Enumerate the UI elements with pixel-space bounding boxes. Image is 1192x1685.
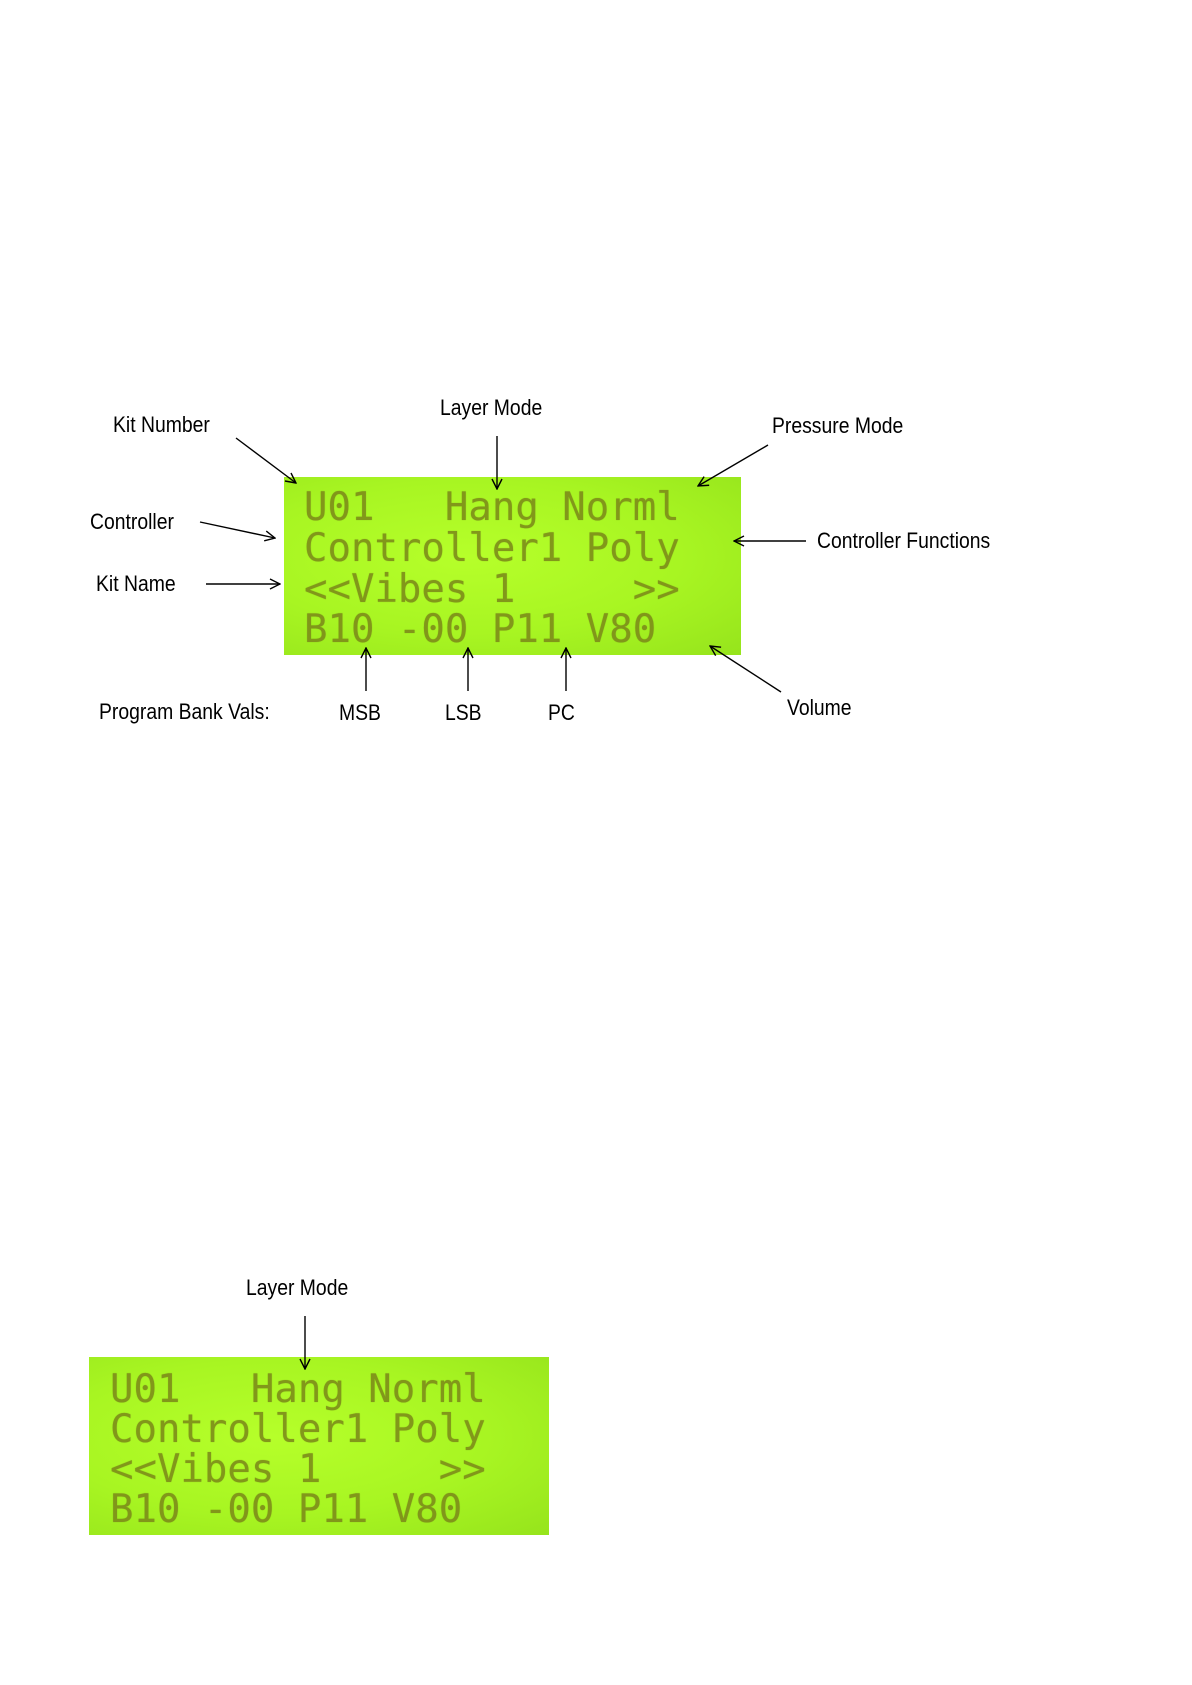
arrow-controller [200, 522, 275, 538]
layer-mode-label: Layer Mode [440, 395, 543, 420]
lcd-line-kit-name-bottom: <<Vibes 1 >> [110, 1447, 486, 1492]
lcd-line-controller: Controller1 Poly [304, 526, 680, 571]
lcd-line-kit-number-mode-bottom: U01 Hang Norml [110, 1367, 486, 1412]
layer-mode-label-bottom: Layer Mode [246, 1275, 349, 1300]
lcd-line-kit-number-mode: U01 Hang Norml [304, 485, 680, 530]
lcd-line-kit-name: <<Vibes 1 >> [304, 567, 680, 612]
controller-label: Controller [90, 509, 174, 534]
lsb-label: LSB [445, 700, 482, 725]
controller-functions-label: Controller Functions [817, 528, 991, 553]
kit-name-label: Kit Name [96, 571, 176, 596]
lcd-line-program-bank-bottom: B10 -00 P11 V80 [110, 1487, 463, 1532]
msb-label: MSB [339, 700, 381, 725]
lcd-line-program-bank: B10 -00 P11 V80 [304, 607, 657, 652]
program-bank-vals-label: Program Bank Vals: [99, 699, 270, 724]
lcd-display-top [284, 477, 741, 655]
pc-label: PC [548, 700, 575, 725]
pressure-mode-label: Pressure Mode [772, 413, 904, 438]
volume-label: Volume [787, 695, 852, 720]
lcd-display-bottom [89, 1357, 549, 1535]
lcd-line-controller-bottom: Controller1 Poly [110, 1407, 486, 1452]
kit-number-label: Kit Number [113, 412, 210, 437]
